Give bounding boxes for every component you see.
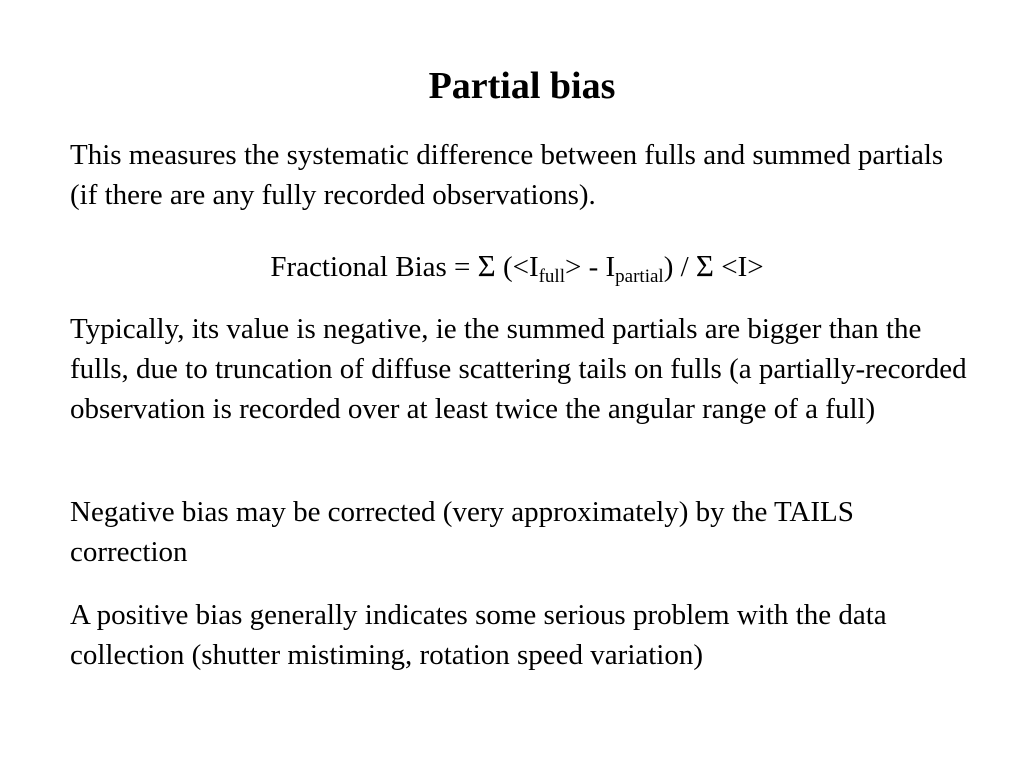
tails-correction-paragraph: Negative bias may be corrected (very approximately) by the TAILS correction [70,496,854,568]
intro-paragraph: This measures the systematic difference between fulls and summed partials (if there are any fully recorded observations). [70,139,944,211]
formula-part: <I> [713,251,764,283]
sigma-symbol: Σ [695,248,714,283]
fractional-bias-formula [0,244,1024,289]
formula-part: (<I [495,251,539,283]
negative-bias-paragraph: Typically, its value is negative, ie the summed partials are bigger than the fulls, due to truncation of diffuse scattering tails on fulls (a partially-recorded observation is recorded over at least twice the angular range of a full) [70,313,967,425]
sigma-symbol: Σ [477,248,496,283]
subscript-full: full [538,266,565,287]
slide-title: Partial bias [428,65,616,107]
formula-lhs: Fractional Bias = [270,251,478,283]
subscript-partial: partial [615,266,664,287]
formula-part: ) / [663,251,696,283]
positive-bias-paragraph: A positive bias generally indicates some serious problem with the data collection (shutter mistiming, rotation speed variation) [70,599,887,671]
formula-part: > - I [565,251,616,283]
